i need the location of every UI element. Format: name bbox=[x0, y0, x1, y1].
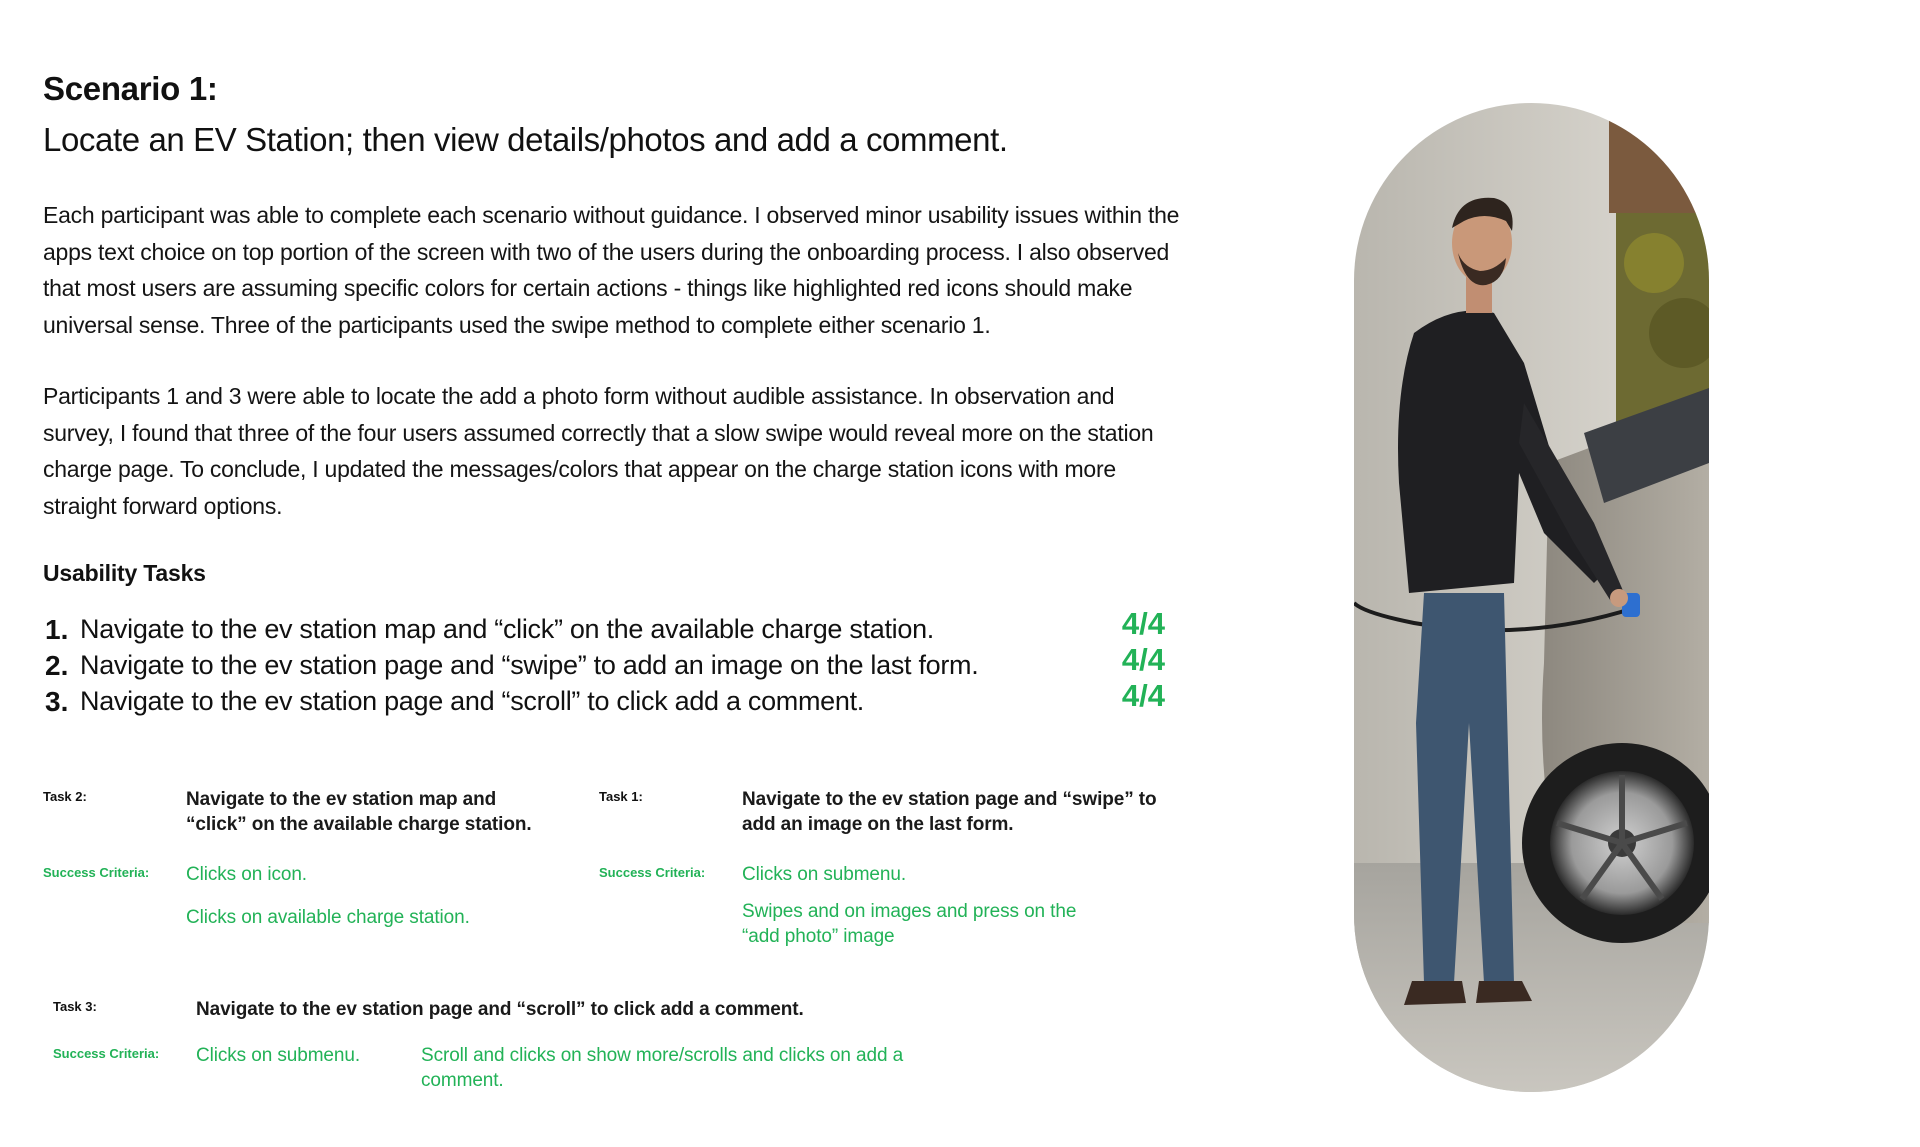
task-score: 4/4 bbox=[1121, 678, 1165, 713]
roof-shape bbox=[1609, 103, 1709, 213]
shoe-shape bbox=[1404, 981, 1466, 1005]
foliage-shape bbox=[1624, 233, 1684, 293]
findings-paragraph-2: Participants 1 and 3 were able to locate the add a photo form without audible assistance. In observation and survey, I found that three of the four users assumed correctly that a slow swipe would reveal more on the station charge page. To conclude, I updated the messages/colors that appear on the charge station icons with more straight forward options. bbox=[43, 383, 1154, 519]
task-text: Navigate to the ev station map and “click” on the available charge station. bbox=[80, 614, 934, 644]
task1-label: Task 1: bbox=[599, 789, 643, 804]
task-text: Navigate to the ev station page and “swipe” to add an image on the last form. bbox=[80, 650, 979, 680]
task-number: 3. bbox=[45, 686, 69, 717]
task2-success-label: Success Criteria: bbox=[43, 865, 150, 880]
usability-task-row bbox=[43, 678, 1165, 722]
task-number: 1. bbox=[45, 614, 69, 645]
task2-criterion: Clicks on available charge station. bbox=[186, 907, 470, 928]
findings-paragraph-1: Each participant was able to complete each scenario without guidance. I observed minor usability issues within the apps text choice on top portion of the screen with two of the users during the onboarding process. I also observed that most users are assuming specific colors for certain actions - things like highlighted red icons should make universal sense. Three of the participants used the swipe method to complete either scenario 1. bbox=[43, 202, 1180, 338]
task3-criterion: Clicks on submenu. bbox=[196, 1045, 360, 1066]
task1-description: Navigate to the ev station page and “swipe” to add an image on the last form. bbox=[742, 789, 1157, 835]
task3-success-label: Success Criteria: bbox=[53, 1046, 160, 1061]
usability-task-row bbox=[43, 606, 1165, 650]
task2-description: Navigate to the ev station map and “click” on the available charge station. bbox=[186, 789, 532, 835]
task-score: 4/4 bbox=[1121, 606, 1165, 641]
task3-description: Navigate to the ev station page and “scroll” to click add a comment. bbox=[196, 999, 804, 1020]
task1-criterion: Swipes and on images and press on the “add photo” image bbox=[742, 901, 1077, 947]
shoe-shape bbox=[1476, 981, 1532, 1003]
usability-tasks-heading: Usability Tasks bbox=[43, 560, 206, 586]
usability-task-row bbox=[43, 642, 1165, 686]
task-number: 2. bbox=[45, 650, 69, 681]
task2-label: Task 2: bbox=[43, 789, 87, 804]
task1-criterion: Clicks on submenu. bbox=[742, 864, 906, 885]
task3-label: Task 3: bbox=[53, 999, 97, 1014]
task2-criterion: Clicks on icon. bbox=[186, 864, 307, 885]
task-text: Navigate to the ev station page and “scroll” to click add a comment. bbox=[80, 686, 865, 716]
scenario-label: Scenario 1: bbox=[43, 70, 218, 107]
ev-charging-photo bbox=[1354, 103, 1709, 1092]
hand-shape bbox=[1610, 589, 1628, 607]
task3-criterion: Scroll and clicks on show more/scrolls and clicks on add a comment. bbox=[421, 1045, 904, 1091]
scenario-title: Locate an EV Station; then view details/photos and add a comment. bbox=[43, 121, 1008, 158]
task1-success-label: Success Criteria: bbox=[599, 865, 706, 880]
task-score: 4/4 bbox=[1121, 642, 1165, 677]
